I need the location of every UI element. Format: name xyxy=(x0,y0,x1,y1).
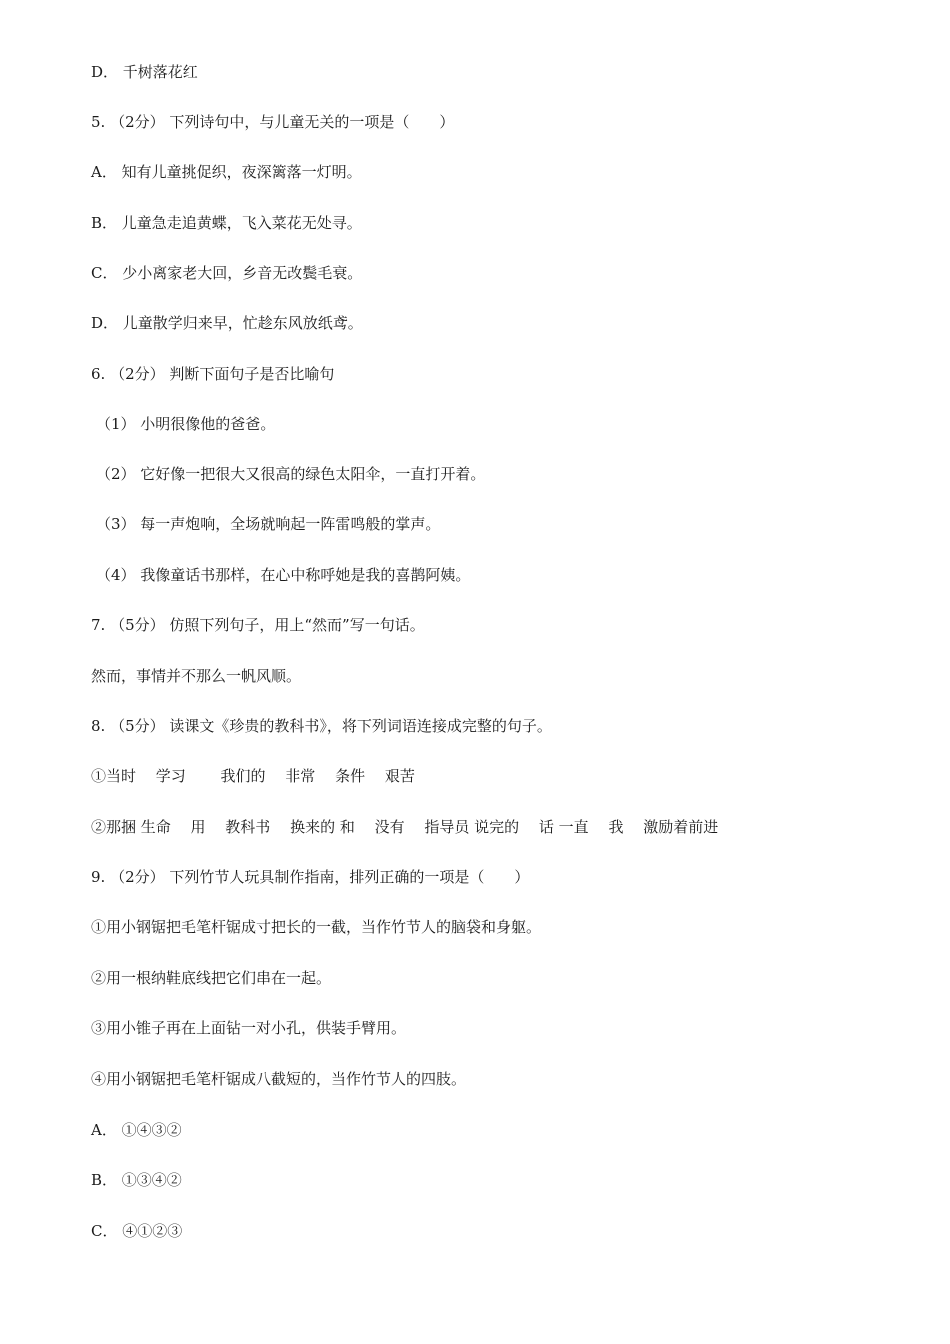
q9-step-3: ③用小锥子再在上面钻一对小孔，供装手臂用。 xyxy=(91,1019,407,1037)
q8-stem: 8. （5分） 读课文《珍贵的教科书》，将下列词语连接成完整的句子。 xyxy=(91,717,552,735)
q8-words-2: ②那捆 生命 用 教科书 换来的 和 没有 指导员 说完的 话 一直 我 激励着前进 xyxy=(91,818,719,836)
q7-stem: 7. （5分） 仿照下列句子，用上“然而”写一句话。 xyxy=(91,616,425,634)
q9-stem: 9. （2分） 下列竹节人玩具制作指南，排列正确的一项是（ ） xyxy=(91,868,530,886)
q7-example: 然而，事情并不那么一帆风顺。 xyxy=(91,667,302,685)
q5-option-d: D． 儿童散学归来早，忙趁东风放纸鸢。 xyxy=(91,314,363,332)
q8-words-1: ①当时 学习 我们的 非常 条件 艰苦 xyxy=(91,767,415,785)
q6-stem: 6. （2分） 判断下面句子是否比喻句 xyxy=(91,365,335,383)
q9-option-c: C． ④①②③ xyxy=(91,1222,183,1240)
q6-item-3: （3） 每一声炮响，全场就响起一阵雷鸣般的掌声。 xyxy=(96,515,441,533)
q9-step-2: ②用一根纳鞋底线把它们串在一起。 xyxy=(91,969,332,987)
q9-step-4: ④用小钢锯把毛笔杆锯成八截短的，当作竹节人的四肢。 xyxy=(91,1070,467,1088)
q5-stem: 5. （2分） 下列诗句中，与儿童无关的一项是（ ） xyxy=(91,113,455,131)
q5-option-b: B． 儿童急走追黄蝶，飞入菜花无处寻。 xyxy=(91,214,362,232)
q6-item-4: （4） 我像童话书那样，在心中称呼她是我的喜鹊阿姨。 xyxy=(96,566,471,584)
q5-option-a: A． 知有儿童挑促织，夜深篱落一灯明。 xyxy=(91,163,362,181)
q5-option-c: C． 少小离家老大回，乡音无改鬓毛衰。 xyxy=(91,264,363,282)
q6-item-2: （2） 它好像一把很大又很高的绿色太阳伞，一直打开着。 xyxy=(96,465,486,483)
q9-option-b: B． ①③④② xyxy=(91,1171,182,1189)
q6-item-1: （1） 小明很像他的爸爸。 xyxy=(96,415,276,433)
q9-option-a: A． ①④③② xyxy=(91,1121,182,1139)
q4-option-d: D． 千树落花红 xyxy=(91,63,198,81)
q9-step-1: ①用小钢锯把毛笔杆锯成寸把长的一截，当作竹节人的脑袋和身躯。 xyxy=(91,918,542,936)
